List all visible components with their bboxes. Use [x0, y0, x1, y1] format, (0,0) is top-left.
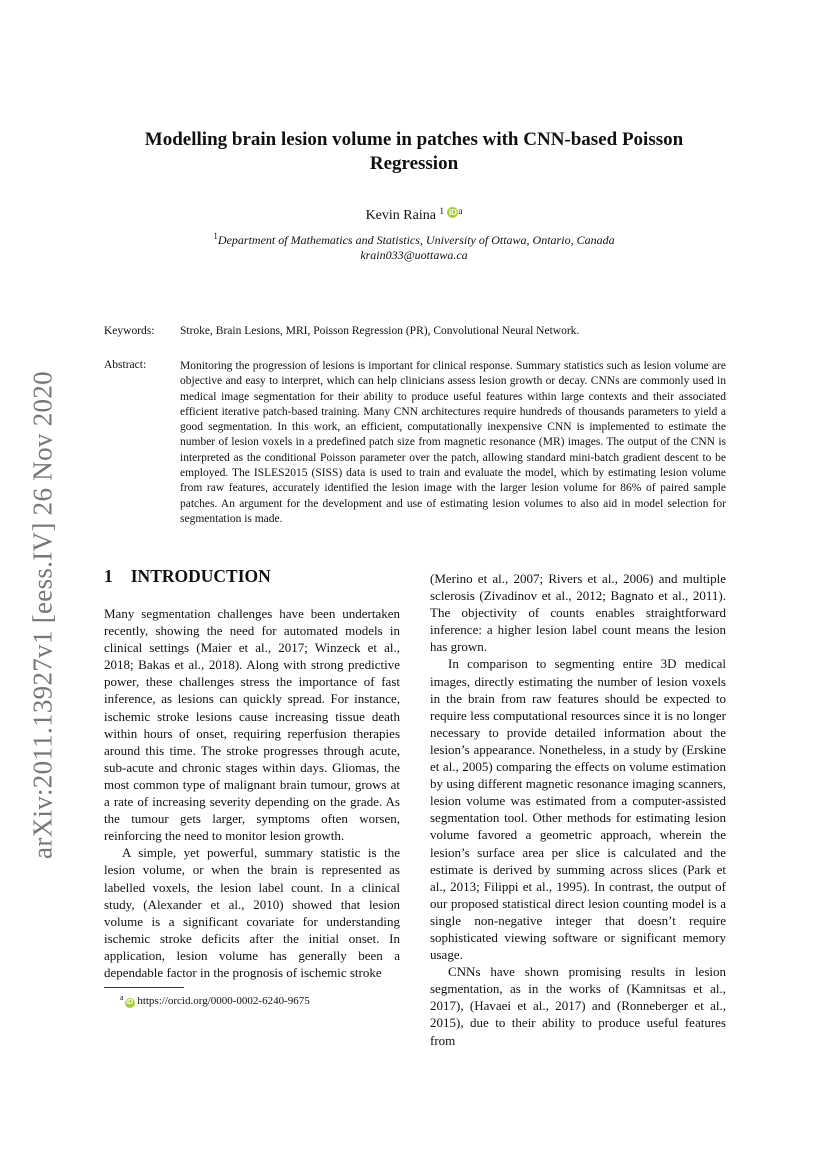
- author-footnote-mark: a: [458, 206, 463, 216]
- footnote-divider: [104, 987, 184, 988]
- section-number: 1: [104, 566, 113, 586]
- author-affiliation-number: 1: [439, 206, 444, 216]
- abstract-label: Abstract:: [104, 359, 147, 371]
- orcid-icon: iD: [126, 999, 134, 1006]
- paragraph: CNNs have shown promising results in lesion segmentation, as in the works of (Kamnitsas et al., 2017), (Havaei et al., 2017) and (Ronneberger et al., 2015), due to their ability to produce useful features from: [430, 964, 726, 1048]
- orcid-icon[interactable]: iD: [448, 208, 457, 217]
- paragraph: (Merino et al., 2007; Rivers et al., 2006) and multiple sclerosis (Zivadinov et al., 2012; Bagnato et al., 2011). The objectivity of counts enables straightforward inference: a higher lesion label count means the lesion has grown.: [430, 571, 726, 655]
- arxiv-identifier: arXiv:2011.13927v1 [eess.IV] 26 Nov 2020: [27, 371, 58, 859]
- paper-title: Modelling brain lesion volume in patches with CNN-based Poisson Regression: [144, 129, 684, 174]
- affiliation: $^1$Department of Mathematics and Statistics, University of Ottawa, Ontario, Canada: [213, 231, 615, 247]
- abstract-text: Monitoring the progression of lesions is important for clinical response. Summary statistics such as lesion volume are objective and easy to interpret, which can help clinicians assess lesion growth or decay. CNNs are commonly used in medical image segmentation for their ability to produce useful features within large contexts and their associated efficient iterative patch-based training. Many CNN architectures require hundreds of thousands parameters to yield a good segmentation. In this work, an efficient, computationally inexpensive CNN is implemented to estimate the number of lesion voxels in a predefined patch size from magnetic resonance (MR) images. The output of the CNN is interpreted as the conditional Poisson parameter over the patch, allowing standard mini-batch gradient descent to be employed. The ISLES2015 (SISS) data is used to train and evaluate the model, which by estimating lesion volume from raw features, accurately identified the lesion image with the larger lesion volume for 86% of paired sample patches. An argument for the development and use of estimating lesion volumes to also aid in model selection for segmentation is made.: [180, 360, 726, 525]
- section-heading: [104, 566, 271, 587]
- left-column: [104, 605, 400, 981]
- paragraph: Many segmentation challenges have been undertaken recently, showing the need for automated models in clinical settings (Maier et al., 2017; Winzeck et al., 2018; Bakas et al., 2018). Along with strong predictive power, these challenges stress the importance of fast inference, as lesions can quickly spread. For instance, ischemic stroke lesions cause increasing tissue death within hours of onset, requiring reperfusion therapies around this time. The stroke progresses through acute, sub-acute and chronic stages within days. Gliomas, the most common type of malignant brain tumour, grows at a rate of increasing severity depending on the grade. As the tumour gets larger, symptoms often worsen, reinforcing the need to monitor lesion growth.: [104, 606, 400, 844]
- paragraph: In comparison to segmenting entire 3D medical images, directly estimating the number of lesion voxels in the brain from raw features should be expected to require less computational resources since it is no longer necessary to provide detailed information about the lesion’s appearance. Nonetheless, in a study by (Erskine et al., 2005) comparing the effects on volume estimation by using different magnetic resonance imaging scanners, lesion volume was estimated from a computer-assisted segmentation tool. Other methods for estimating lesion volume favored a geometric approach, wherein the lesion’s surface area per slice is calculated and the estimate is derived by summing across slices (Park et al., 2013; Filippi et al., 1995). In contrast, the output of our proposed statistical direct lesion counting model is a single non-negative integer that doesn’t require sophisticated viewing software or significant memory usage.: [430, 656, 726, 963]
- author-email[interactable]: krain033@uottawa.ca: [360, 248, 468, 262]
- keywords-label: Keywords:: [104, 325, 155, 337]
- arxiv-sidebar: [18, 355, 68, 875]
- footnote: [120, 993, 310, 1008]
- paragraph: A simple, yet powerful, summary statistic is the lesion volume, or when the brain is represented as labelled voxels, the lesion label count. In a clinical study, (Alexander et al., 2010) showed that lesion volume is a significant covariate for understanding ischemic stroke deficits after the initial onset. In application, lesion volume has generally been a dependable factor in the prognosis of ischemic stroke: [104, 845, 400, 980]
- right-column: [430, 570, 726, 1049]
- footnote-mark: a: [120, 993, 124, 1002]
- section-title: INTRODUCTION: [130, 566, 271, 586]
- orcid-link[interactable]: https://orcid.org/0000-0002-6240-9675: [137, 995, 310, 1007]
- keywords-text: Stroke, Brain Lesions, MRI, Poisson Regression (PR), Convolutional Neural Network.: [180, 325, 580, 337]
- author-line: [100, 206, 728, 224]
- affiliation-block: [100, 229, 728, 263]
- author-name: Kevin Raina: [365, 208, 436, 223]
